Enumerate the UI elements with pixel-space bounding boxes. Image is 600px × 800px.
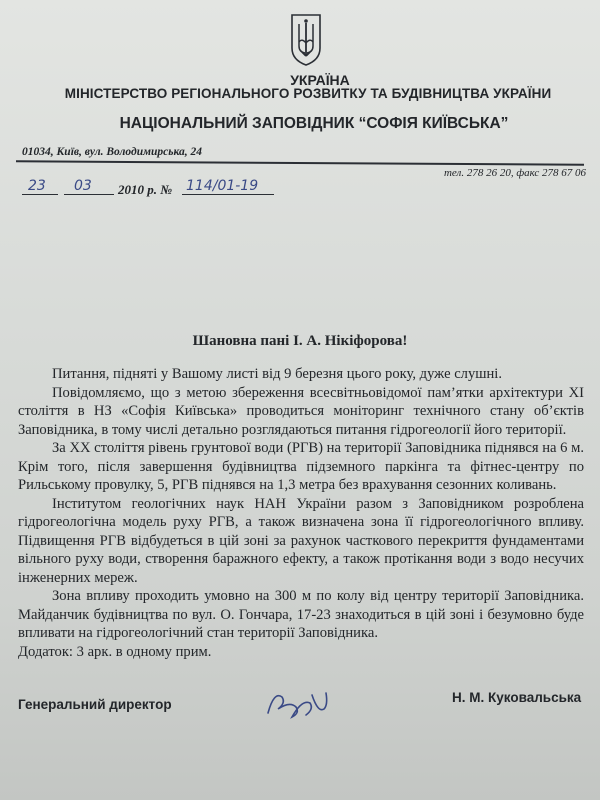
handwritten-signature — [262, 683, 334, 723]
letterhead-ministry: МІНІСТЕРСТВО РЕГІОНАЛЬНОГО РОЗВИТКУ ТА БУДІВНИЦТВА УКРАЇНИ — [64, 86, 552, 101]
dateline-year: 2010 р. № — [118, 182, 173, 197]
paragraph: Зона впливу проходить умовно на 300 м по колу від центру території Заповідника. Майданчик будівництва по вул. О. Гончара, 17-23 знаходиться в цій зоні і безумовно буде впливати на гідрогеологічний стан території Заповідника. — [18, 588, 584, 641]
signer-title: Генеральний директор — [18, 697, 172, 712]
month-blank — [64, 194, 114, 195]
dateline-number: 114/01-19 — [186, 178, 259, 194]
letterhead-country: УКРАЇНА — [290, 72, 350, 88]
paragraph: Повідомляємо, що з метою збереження всесвітньовідомої пам’ятки архітектури XI століття в НЗ «Софія Київська» проводиться моніторинг технічного стану об’єктів Заповідника, в тому числі детально розглядаються питання гідрогеології його території. — [18, 384, 584, 438]
signer-name: Н. М. Куковальська — [452, 690, 582, 705]
letterhead-phone: тел. 278 26 20, факс 278 67 06 — [443, 167, 586, 179]
paragraph: Питання, підняті у Вашому листі від 9 березня цього року, дуже слушні. — [52, 366, 503, 382]
enclosure-note: Додаток: 3 арк. в одному прим. — [18, 644, 212, 660]
salutation: Шановна пані І. А. Нікіфорова! — [192, 333, 408, 349]
paragraph: Інститутом геологічних наук НАН України разом з Заповідником розроблена гідрогеологічна модель руху РГВ, а також визначена зона її гідрогеологічного впливу. Підвищення РГВ відбудеться в цій зоні за рахунок часткового перекриття фундаментами вільного руху води, створення баражного ефекту, а також протікання води з водо несучих інженерних мереж. — [18, 495, 584, 586]
day-blank — [22, 194, 58, 195]
paragraph: За XX століття рівень грунтової води (РГВ) на території Заповідника піднявся на 6 м. Крім того, після завершення будівництва підземного паркінга та фітнес-центру по Рильському провулку, 5, РГВ піднявся на 1,3 метра без врахування сезонних коливань. — [18, 440, 584, 493]
letterhead-divider — [16, 160, 584, 165]
letter-body — [18, 365, 584, 643]
letterhead-institution: НАЦІОНАЛЬНИЙ ЗАПОВІДНИК “СОФІЯ КИЇВСЬКА” — [119, 115, 509, 132]
letterhead-address: 01034, Київ, вул. Володимирська, 24 — [22, 146, 203, 158]
coat-of-arms-icon — [289, 12, 323, 68]
dateline-day: 23 — [28, 178, 46, 194]
number-blank — [182, 194, 274, 195]
dateline-month: 03 — [74, 178, 92, 194]
